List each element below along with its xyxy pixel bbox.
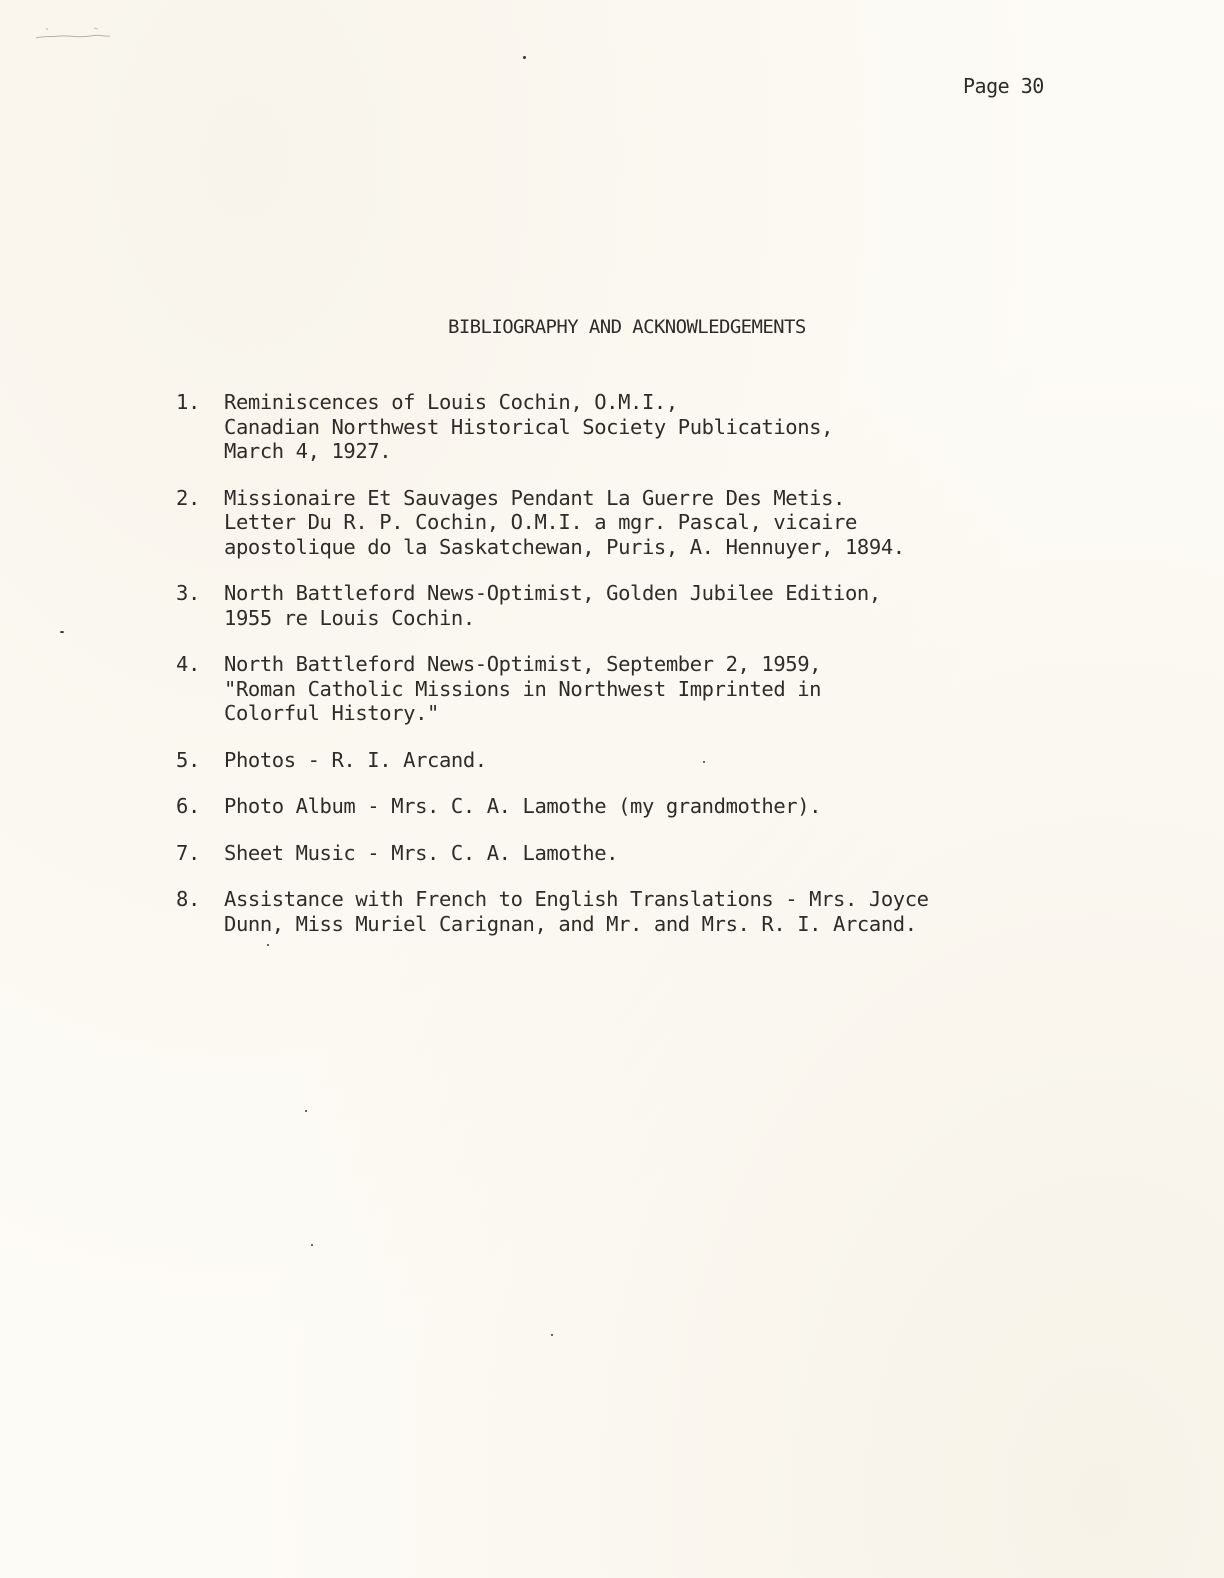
entry-text-line: Colorful History." [224, 701, 439, 725]
paper-speck [523, 56, 526, 59]
bibliography-list [176, 390, 996, 958]
page-title: BIBLIOGRAPHY AND ACKNOWLEDGEMENTS [448, 316, 806, 338]
paper-speck [305, 1110, 307, 1112]
paper-speck [60, 631, 64, 633]
entry-text-line: Letter Du R. P. Cochin, O.M.I. a mgr. Pascal, vicaire [224, 510, 857, 534]
entry-text-line: Missionaire Et Sauvages Pendant La Guerre Des Metis. [224, 485, 845, 510]
bibliography-entry-1 [176, 390, 996, 464]
bibliography-entry-3 [176, 581, 996, 630]
entry-number: 8. [176, 887, 200, 911]
entry-number: 2. [176, 485, 200, 510]
entry-text-line: apostolique do la Saskatchewan, Puris, A. Hennuyer, 1894. [224, 534, 905, 559]
entry-number: 3. [176, 581, 200, 605]
entry-text-line: Photos - R. I. Arcand. [224, 747, 487, 772]
bibliography-entry-7 [176, 841, 996, 866]
entry-number: 7. [176, 840, 200, 865]
entry-text-line: North Battleford News-Optimist, Golden Jubilee Edition, [224, 581, 881, 605]
entry-text-line: 1955 re Louis Cochin. [224, 605, 475, 630]
pencil-scribble-mark [34, 24, 112, 44]
entry-text-line: Canadian Northwest Historical Society Publications, [224, 414, 834, 439]
entry-number: 6. [176, 794, 200, 818]
entry-text-line: Assistance with French to English Translations - Mrs. Joyce [224, 887, 929, 911]
bibliography-entry-6 [176, 794, 996, 819]
bibliography-entry-5 [176, 748, 996, 773]
bibliography-entry-4 [176, 652, 996, 726]
entry-text-line: Photo Album - Mrs. C. A. Lamothe (my grandmother). [224, 794, 822, 818]
entry-text-line: March 4, 1927. [224, 439, 392, 463]
entry-text-line: North Battleford News-Optimist, September 2, 1959, [224, 652, 822, 676]
entry-number: 4. [176, 652, 200, 676]
bibliography-entry-8 [176, 887, 996, 936]
page-number: Page 30 [963, 74, 1044, 98]
paper-speck [311, 1244, 313, 1246]
paper-speck [551, 1334, 553, 1336]
entry-text-line: Dunn, Miss Muriel Carignan, and Mr. and Mrs. R. I. Arcand. [224, 911, 917, 936]
entry-text-line: Sheet Music - Mrs. C. A. Lamothe. [224, 840, 619, 865]
entry-number: 5. [176, 747, 200, 772]
entry-text-line: Reminiscences of Louis Cochin, O.M.I., [224, 390, 678, 414]
entry-number: 1. [176, 390, 200, 414]
bibliography-entry-2 [176, 486, 996, 560]
entry-text-line: "Roman Catholic Missions in Northwest Imprinted in [224, 676, 822, 701]
